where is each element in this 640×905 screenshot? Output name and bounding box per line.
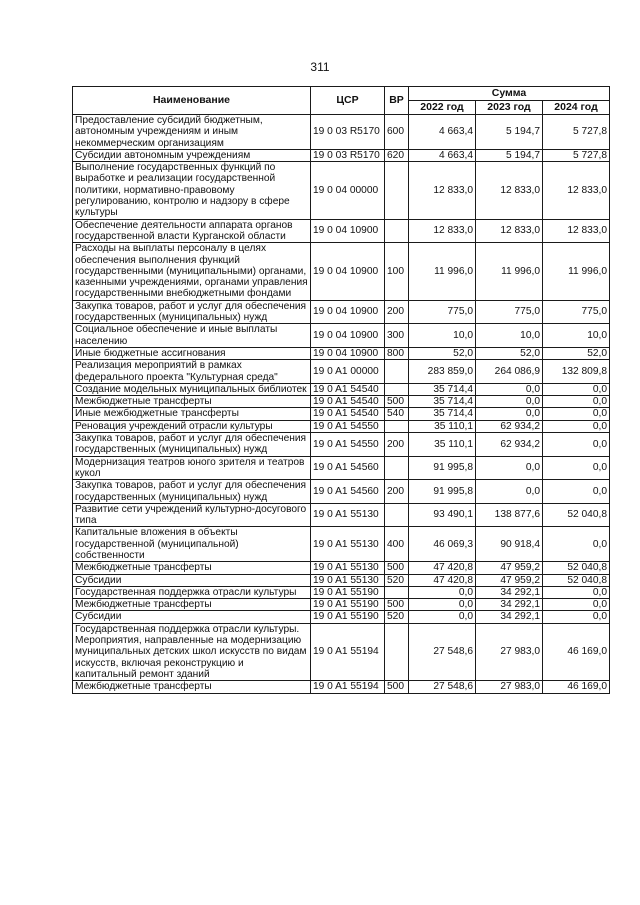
table-row <box>73 433 610 457</box>
row-csr-cell: 19 0 A1 55194 <box>311 623 385 680</box>
row-vr-cell: 100 <box>385 243 409 300</box>
row-value-2023-cell: 34 292,1 <box>476 586 543 598</box>
row-value-2023-cell: 90 918,4 <box>476 527 543 562</box>
row-value-2022-cell: 27 548,6 <box>409 623 476 680</box>
table-row <box>73 574 610 586</box>
row-name-cell: Закупка товаров, работ и услуг для обеспечения государственных (муниципальных) нужд <box>73 433 311 457</box>
row-csr-cell: 19 0 A1 54550 <box>311 420 385 432</box>
row-vr-cell <box>385 219 409 243</box>
table-row <box>73 456 610 480</box>
row-value-2023-cell: 47 959,2 <box>476 562 543 574</box>
table-row <box>73 115 610 150</box>
row-value-2022-cell: 4 663,4 <box>409 115 476 150</box>
row-value-2023-cell: 0,0 <box>476 456 543 480</box>
table-row <box>73 300 610 324</box>
page-number: 311 <box>310 60 330 74</box>
row-csr-cell: 19 0 A1 54540 <box>311 396 385 408</box>
row-name-cell: Межбюджетные трансферты <box>73 396 311 408</box>
row-value-2022-cell: 0,0 <box>409 599 476 611</box>
row-name-cell: Реновация учреждений отрасли культуры <box>73 420 311 432</box>
row-value-2022-cell: 35 110,1 <box>409 420 476 432</box>
row-value-2022-cell: 35 714,4 <box>409 396 476 408</box>
row-value-2023-cell: 62 934,2 <box>476 420 543 432</box>
budget-table <box>72 86 610 694</box>
row-value-2023-cell: 0,0 <box>476 383 543 395</box>
table-row <box>73 347 610 359</box>
row-csr-cell: 19 0 A1 54540 <box>311 383 385 395</box>
row-name-cell: Капитальные вложения в объекты государственной (муниципальной) собственности <box>73 527 311 562</box>
column-header-csr: ЦСР <box>311 87 385 115</box>
row-csr-cell: 19 0 A1 54560 <box>311 480 385 504</box>
row-name-cell: Модернизация театров юного зрителя и театров кукол <box>73 456 311 480</box>
row-csr-cell: 19 0 A1 55130 <box>311 574 385 586</box>
table-row <box>73 503 610 527</box>
row-csr-cell: 19 0 03 R5170 <box>311 149 385 161</box>
row-value-2024-cell: 52,0 <box>543 347 610 359</box>
row-value-2024-cell: 12 833,0 <box>543 219 610 243</box>
column-header-2023: 2023 год <box>476 101 543 115</box>
row-value-2023-cell: 11 996,0 <box>476 243 543 300</box>
row-name-cell: Субсидии <box>73 574 311 586</box>
row-value-2022-cell: 0,0 <box>409 611 476 623</box>
row-name-cell: Иные межбюджетные трансферты <box>73 408 311 420</box>
row-value-2023-cell: 0,0 <box>476 396 543 408</box>
row-value-2024-cell: 0,0 <box>543 433 610 457</box>
row-value-2023-cell: 12 833,0 <box>476 162 543 219</box>
row-value-2024-cell: 132 809,8 <box>543 360 610 384</box>
row-value-2022-cell: 10,0 <box>409 324 476 348</box>
row-csr-cell: 19 0 04 10900 <box>311 347 385 359</box>
row-csr-cell: 19 0 A1 55130 <box>311 527 385 562</box>
row-value-2022-cell: 775,0 <box>409 300 476 324</box>
row-csr-cell: 19 0 A1 55190 <box>311 599 385 611</box>
table-row <box>73 480 610 504</box>
row-value-2022-cell: 93 490,1 <box>409 503 476 527</box>
row-value-2023-cell: 775,0 <box>476 300 543 324</box>
row-csr-cell: 19 0 A1 55190 <box>311 586 385 598</box>
row-value-2024-cell: 5 727,8 <box>543 115 610 150</box>
row-name-cell: Закупка товаров, работ и услуг для обеспечения государственных (муниципальных) нужд <box>73 300 311 324</box>
row-vr-cell: 800 <box>385 347 409 359</box>
table-row <box>73 219 610 243</box>
row-value-2024-cell: 0,0 <box>543 396 610 408</box>
row-value-2022-cell: 12 833,0 <box>409 219 476 243</box>
table-row <box>73 623 610 680</box>
table-row <box>73 149 610 161</box>
row-value-2023-cell: 34 292,1 <box>476 599 543 611</box>
row-value-2024-cell: 0,0 <box>543 456 610 480</box>
table-row <box>73 360 610 384</box>
row-vr-cell: 200 <box>385 480 409 504</box>
row-vr-cell: 540 <box>385 408 409 420</box>
row-csr-cell: 19 0 04 00000 <box>311 162 385 219</box>
row-csr-cell: 19 0 04 10900 <box>311 219 385 243</box>
row-value-2022-cell: 91 995,8 <box>409 480 476 504</box>
row-vr-cell: 200 <box>385 433 409 457</box>
table-row <box>73 681 610 693</box>
row-name-cell: Иные бюджетные ассигнования <box>73 347 311 359</box>
row-value-2024-cell: 0,0 <box>543 480 610 504</box>
row-value-2022-cell: 35 714,4 <box>409 408 476 420</box>
row-vr-cell: 500 <box>385 562 409 574</box>
row-vr-cell: 500 <box>385 599 409 611</box>
row-csr-cell: 19 0 A1 54560 <box>311 456 385 480</box>
row-value-2022-cell: 47 420,8 <box>409 562 476 574</box>
row-vr-cell: 500 <box>385 396 409 408</box>
row-value-2023-cell: 27 983,0 <box>476 681 543 693</box>
row-name-cell: Межбюджетные трансферты <box>73 562 311 574</box>
row-value-2023-cell: 34 292,1 <box>476 611 543 623</box>
table-row <box>73 611 610 623</box>
row-value-2024-cell: 12 833,0 <box>543 162 610 219</box>
row-vr-cell: 600 <box>385 115 409 150</box>
row-value-2024-cell: 52 040,8 <box>543 574 610 586</box>
row-name-cell: Закупка товаров, работ и услуг для обеспечения государственных (муниципальных) нужд <box>73 480 311 504</box>
row-vr-cell: 300 <box>385 324 409 348</box>
row-name-cell: Расходы на выплаты персоналу в целях обеспечения выполнения функций государственными (муниципальными) органами, казенными учреждениями, органами управления государственными внебюджетными фондами <box>73 243 311 300</box>
row-vr-cell <box>385 383 409 395</box>
table-row <box>73 243 610 300</box>
row-value-2024-cell: 0,0 <box>543 527 610 562</box>
row-value-2022-cell: 46 069,3 <box>409 527 476 562</box>
row-value-2023-cell: 264 086,9 <box>476 360 543 384</box>
row-csr-cell: 19 0 A1 55190 <box>311 611 385 623</box>
row-value-2024-cell: 10,0 <box>543 324 610 348</box>
row-value-2022-cell: 11 996,0 <box>409 243 476 300</box>
row-csr-cell: 19 0 04 10900 <box>311 324 385 348</box>
row-value-2023-cell: 5 194,7 <box>476 149 543 161</box>
row-name-cell: Выполнение государственных функций по выработке и реализации государственной политики, нормативно-правовому регулированию, контролю и надзору в сфере культуры <box>73 162 311 219</box>
row-value-2022-cell: 4 663,4 <box>409 149 476 161</box>
row-value-2024-cell: 0,0 <box>543 408 610 420</box>
row-vr-cell: 620 <box>385 149 409 161</box>
row-csr-cell: 19 0 A1 00000 <box>311 360 385 384</box>
row-value-2023-cell: 47 959,2 <box>476 574 543 586</box>
row-value-2022-cell: 27 548,6 <box>409 681 476 693</box>
row-value-2022-cell: 0,0 <box>409 586 476 598</box>
row-name-cell: Государственная поддержка отрасли культуры <box>73 586 311 598</box>
row-value-2024-cell: 5 727,8 <box>543 149 610 161</box>
row-value-2023-cell: 12 833,0 <box>476 219 543 243</box>
row-value-2022-cell: 47 420,8 <box>409 574 476 586</box>
table-row <box>73 396 610 408</box>
row-vr-cell <box>385 586 409 598</box>
row-name-cell: Межбюджетные трансферты <box>73 599 311 611</box>
row-value-2023-cell: 52,0 <box>476 347 543 359</box>
row-vr-cell: 520 <box>385 574 409 586</box>
row-value-2024-cell: 0,0 <box>543 383 610 395</box>
row-name-cell: Предоставление субсидий бюджетным, автономным учреждениям и иным некоммерческим организациям <box>73 115 311 150</box>
table-row <box>73 599 610 611</box>
row-value-2024-cell: 0,0 <box>543 420 610 432</box>
row-value-2024-cell: 0,0 <box>543 599 610 611</box>
row-value-2024-cell: 0,0 <box>543 586 610 598</box>
row-value-2022-cell: 52,0 <box>409 347 476 359</box>
row-value-2022-cell: 35 110,1 <box>409 433 476 457</box>
column-header-name: Наименование <box>73 87 311 115</box>
row-name-cell: Развитие сети учреждений культурно-досугового типа <box>73 503 311 527</box>
row-csr-cell: 19 0 A1 54540 <box>311 408 385 420</box>
row-value-2023-cell: 5 194,7 <box>476 115 543 150</box>
row-name-cell: Социальное обеспечение и иные выплаты населению <box>73 324 311 348</box>
column-header-2022: 2022 год <box>409 101 476 115</box>
table-body <box>73 115 610 694</box>
row-value-2023-cell: 27 983,0 <box>476 623 543 680</box>
row-value-2024-cell: 0,0 <box>543 611 610 623</box>
row-name-cell: Субсидии <box>73 611 311 623</box>
row-value-2024-cell: 775,0 <box>543 300 610 324</box>
row-vr-cell <box>385 420 409 432</box>
row-csr-cell: 19 0 A1 54550 <box>311 433 385 457</box>
row-value-2023-cell: 62 934,2 <box>476 433 543 457</box>
row-value-2023-cell: 0,0 <box>476 480 543 504</box>
row-value-2023-cell: 138 877,6 <box>476 503 543 527</box>
row-value-2024-cell: 46 169,0 <box>543 623 610 680</box>
row-value-2022-cell: 12 833,0 <box>409 162 476 219</box>
row-csr-cell: 19 0 A1 55194 <box>311 681 385 693</box>
table-row <box>73 562 610 574</box>
row-name-cell: Государственная поддержка отрасли культуры. Мероприятия, направленные на модернизацию муниципальных детских школ искусств по видам искусств, включая реконструкцию и капитальный ремонт зданий <box>73 623 311 680</box>
table-row <box>73 383 610 395</box>
row-csr-cell: 19 0 A1 55130 <box>311 503 385 527</box>
row-vr-cell <box>385 456 409 480</box>
table-row <box>73 420 610 432</box>
row-value-2024-cell: 52 040,8 <box>543 503 610 527</box>
row-csr-cell: 19 0 04 10900 <box>311 300 385 324</box>
row-name-cell: Создание модельных муниципальных библиотек <box>73 383 311 395</box>
row-vr-cell <box>385 503 409 527</box>
row-vr-cell: 500 <box>385 681 409 693</box>
table-row <box>73 324 610 348</box>
row-value-2024-cell: 46 169,0 <box>543 681 610 693</box>
table-row <box>73 527 610 562</box>
column-header-vr: ВР <box>385 87 409 115</box>
row-name-cell: Обеспечение деятельности аппарата органов государственной власти Курганской области <box>73 219 311 243</box>
row-vr-cell: 400 <box>385 527 409 562</box>
column-header-sum: Сумма <box>409 87 610 101</box>
row-name-cell: Реализация мероприятий в рамках федерального проекта "Культурная среда" <box>73 360 311 384</box>
row-name-cell: Субсидии автономным учреждениям <box>73 149 311 161</box>
table-row <box>73 408 610 420</box>
row-value-2024-cell: 52 040,8 <box>543 562 610 574</box>
row-value-2022-cell: 91 995,8 <box>409 456 476 480</box>
row-csr-cell: 19 0 03 R5170 <box>311 115 385 150</box>
row-vr-cell <box>385 623 409 680</box>
table-row <box>73 162 610 219</box>
row-vr-cell <box>385 162 409 219</box>
row-value-2023-cell: 0,0 <box>476 408 543 420</box>
row-value-2022-cell: 35 714,4 <box>409 383 476 395</box>
row-csr-cell: 19 0 A1 55130 <box>311 562 385 574</box>
row-value-2024-cell: 11 996,0 <box>543 243 610 300</box>
row-vr-cell <box>385 360 409 384</box>
table-row <box>73 586 610 598</box>
row-name-cell: Межбюджетные трансферты <box>73 681 311 693</box>
row-value-2023-cell: 10,0 <box>476 324 543 348</box>
row-value-2022-cell: 283 859,0 <box>409 360 476 384</box>
row-vr-cell: 520 <box>385 611 409 623</box>
row-csr-cell: 19 0 04 10900 <box>311 243 385 300</box>
column-header-2024: 2024 год <box>543 101 610 115</box>
row-vr-cell: 200 <box>385 300 409 324</box>
